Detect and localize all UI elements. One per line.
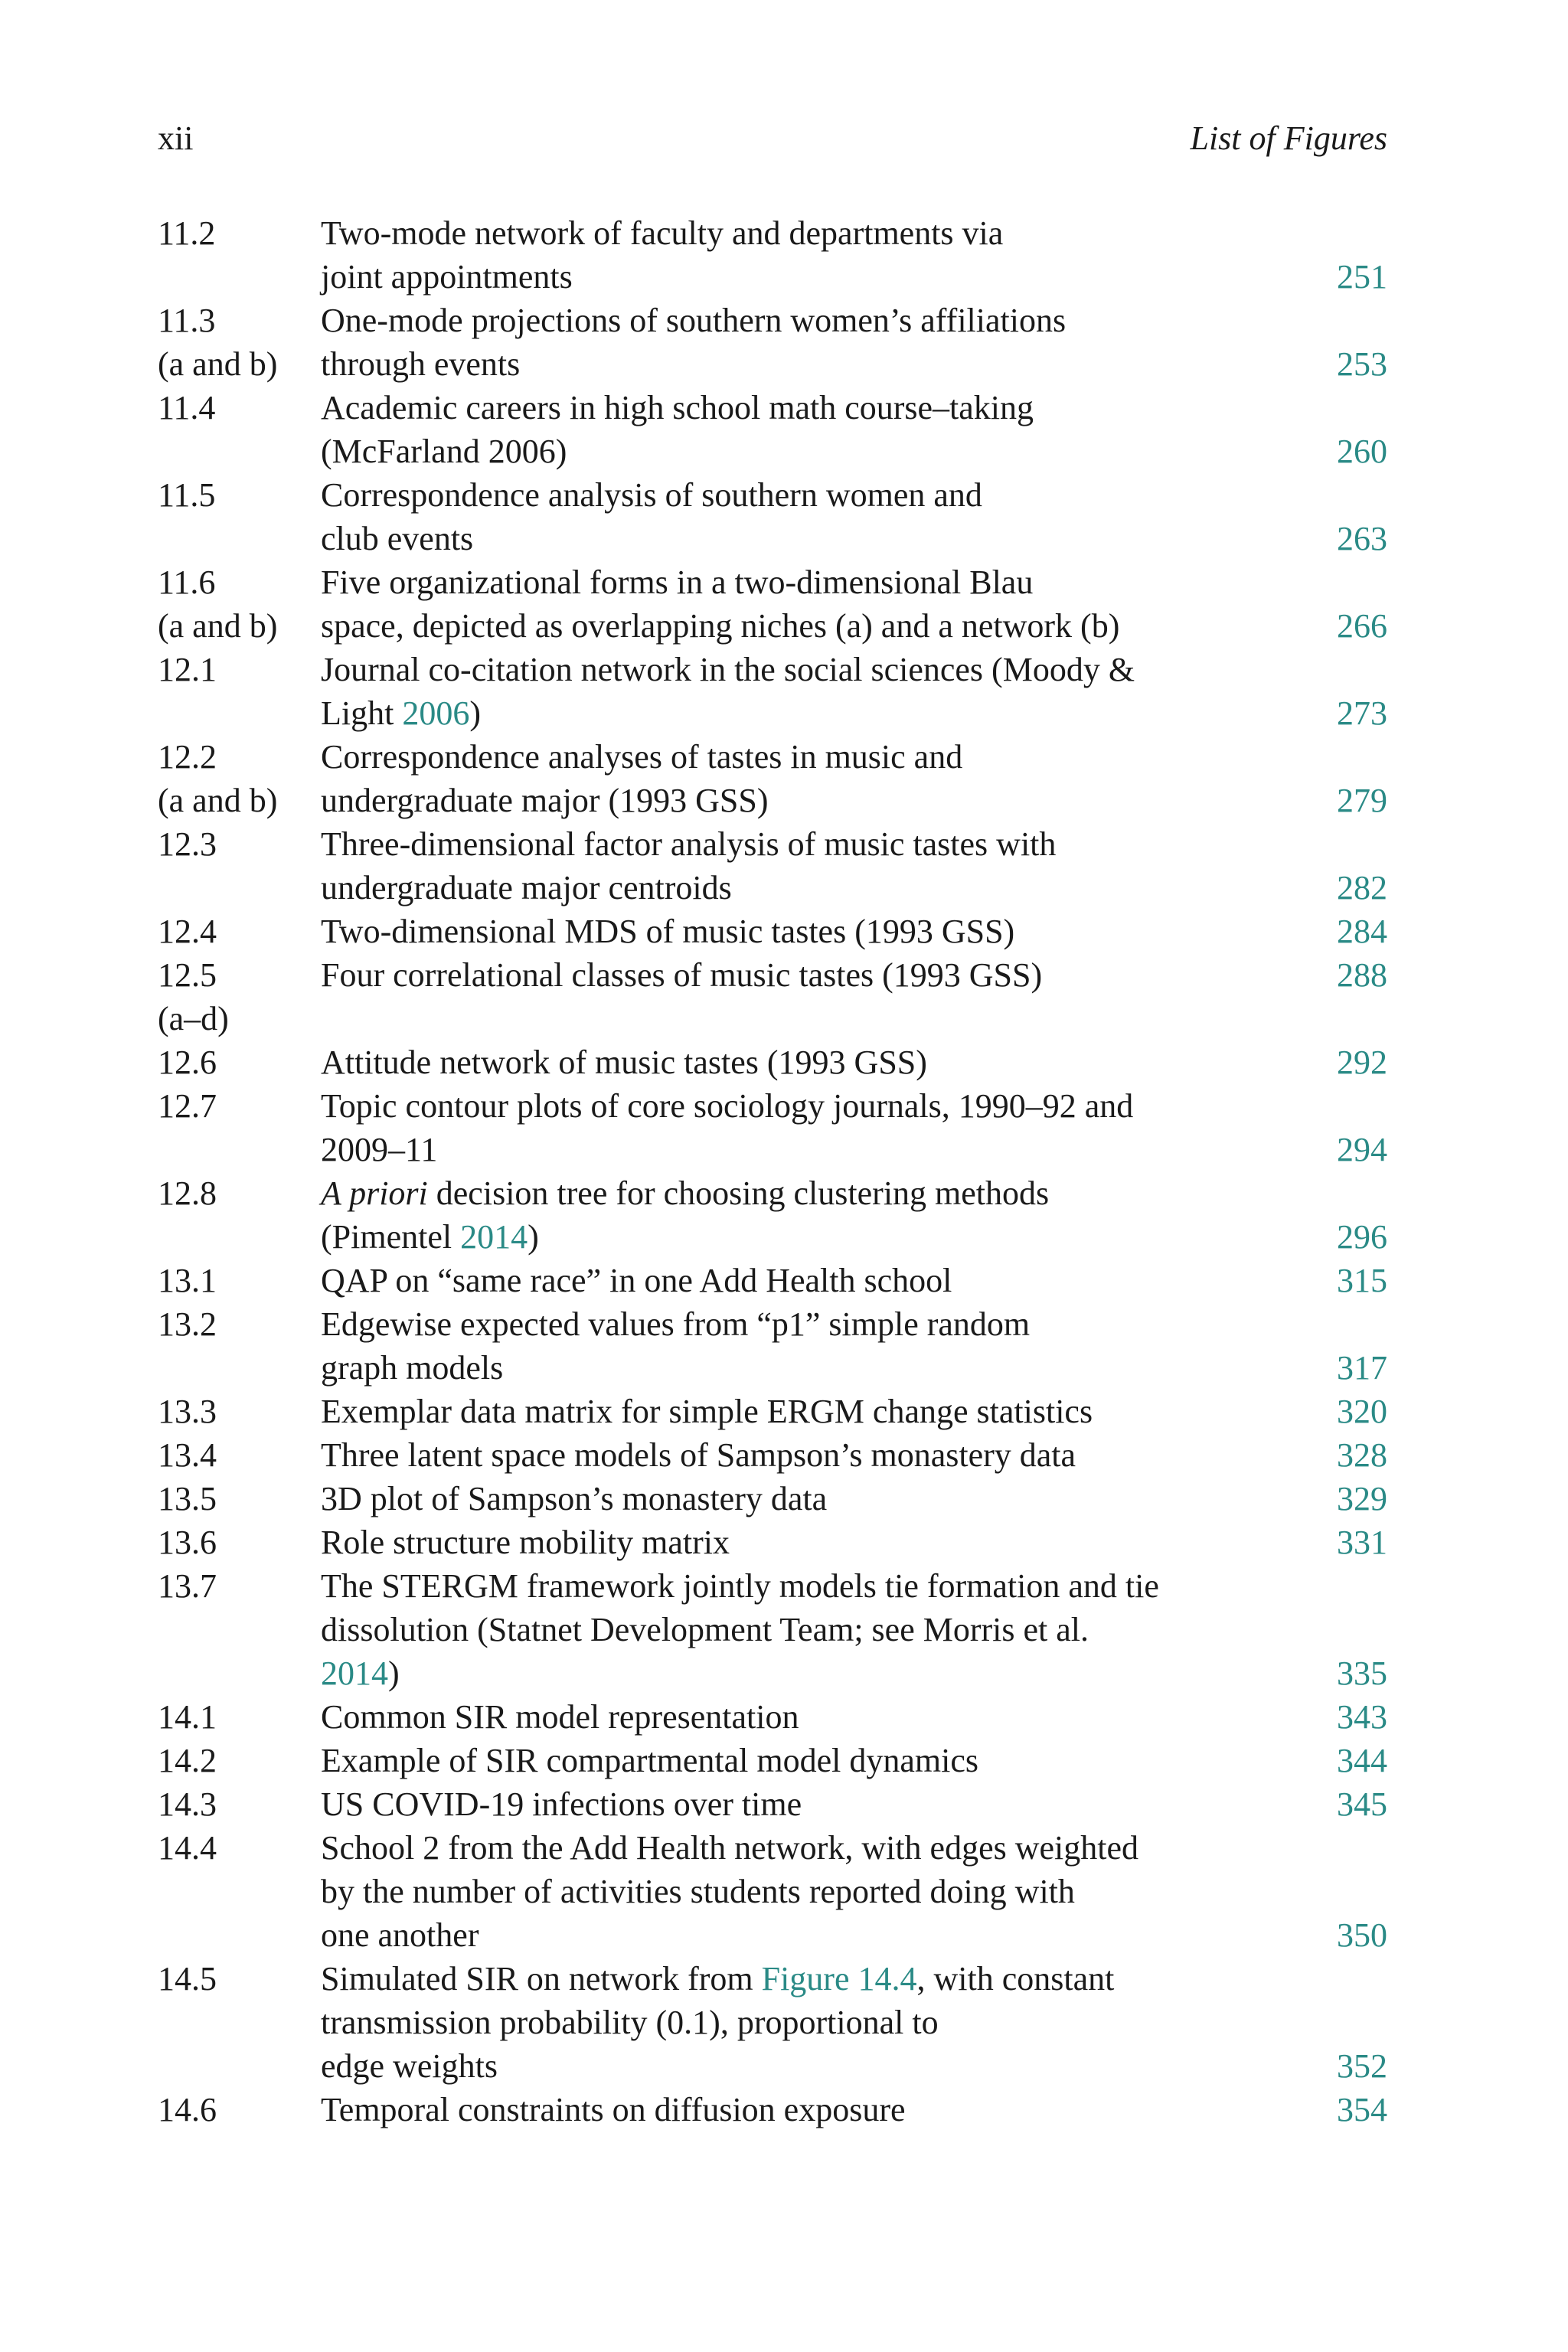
page-number-link[interactable]: 354 [1337, 2091, 1387, 2128]
text-segment: decision tree for choosing clustering methods [427, 1174, 1050, 1212]
figure-number: 12.4 [158, 913, 217, 950]
caption-text [321, 1695, 1311, 1739]
page-number-link[interactable]: 292 [1337, 1044, 1387, 1081]
caption-text [321, 1651, 1311, 1695]
caption-text [321, 255, 1311, 299]
figure-entry [158, 1826, 1387, 1957]
caption-text [321, 866, 1311, 910]
figure-number: 13.7 [158, 1567, 217, 1605]
figure-entry [158, 1302, 1387, 1390]
text-segment: Example of SIR compartmental model dynamics [321, 1742, 979, 1779]
figure-entry [158, 1695, 1387, 1739]
figure-number: 12.2 (a and b) [158, 738, 278, 819]
caption-text [321, 517, 1311, 560]
text-segment: Role structure mobility matrix [321, 1524, 730, 1561]
text-segment: Exemplar data matrix for simple ERGM change statistics [321, 1393, 1093, 1430]
page-number-link[interactable]: 251 [1337, 258, 1387, 296]
caption-text [321, 211, 1387, 255]
caption-line [321, 1302, 1387, 1346]
caption-text [321, 1084, 1387, 1128]
caption-text [321, 604, 1311, 648]
figure-entry [158, 1259, 1387, 1302]
figure-caption [321, 2088, 1387, 2132]
text-segment: dissolution (Statnet Development Team; see Morris et al. [321, 1611, 1089, 1648]
caption-line [321, 648, 1387, 691]
text-segment: US COVID-19 infections over time [321, 1785, 802, 1823]
figure-number: 12.1 [158, 651, 217, 688]
text-segment: Journal co-citation network in the social sciences (Moody & [321, 651, 1135, 688]
caption-text [321, 910, 1311, 953]
caption-line [321, 1521, 1387, 1564]
caption-text [321, 299, 1387, 342]
text-segment: transmission probability (0.1), proportional to [321, 2004, 939, 2041]
page-number-link[interactable]: 284 [1337, 913, 1387, 950]
text-segment: joint appointments [321, 258, 573, 296]
caption-line [321, 386, 1387, 430]
figure-caption [321, 560, 1387, 648]
text-segment: School 2 from the Add Health network, with edges weighted [321, 1829, 1139, 1867]
text-segment: edge weights [321, 2047, 498, 2085]
page-number-link[interactable]: 279 [1337, 782, 1387, 819]
caption-line [321, 1608, 1387, 1651]
caption-text [321, 560, 1387, 604]
caption-line [321, 342, 1387, 386]
caption-text [321, 1259, 1311, 1302]
caption-line [321, 735, 1387, 779]
text-segment: Edgewise expected values from “p1” simple random [321, 1305, 1031, 1343]
figure-caption [321, 1040, 1387, 1084]
page-number-link[interactable]: 253 [1337, 345, 1387, 383]
caption-text [321, 386, 1387, 430]
figure-number: 14.4 [158, 1829, 217, 1867]
caption-line [321, 1477, 1387, 1521]
text-segment: Attitude network of music tastes (1993 GSS) [321, 1044, 927, 1081]
figure-entry [158, 822, 1387, 910]
citation-link[interactable]: 2006 [402, 694, 470, 732]
caption-line [321, 1128, 1387, 1171]
text-segment: Common SIR model representation [321, 1698, 799, 1736]
figure-number: 11.3 (a and b) [158, 302, 278, 383]
caption-line [321, 1782, 1387, 1826]
text-segment: undergraduate major centroids [321, 869, 732, 906]
caption-text [321, 1870, 1387, 1913]
figure-number: 13.6 [158, 1524, 217, 1561]
text-segment: One-mode projections of southern women’s affiliations [321, 302, 1067, 339]
page-number-link[interactable]: 328 [1337, 1436, 1387, 1474]
figure-caption [321, 1433, 1387, 1477]
text-segment: (McFarland 2006) [321, 433, 567, 470]
figure-entry [158, 1171, 1387, 1259]
caption-line [321, 953, 1387, 997]
page-number-link[interactable]: 345 [1337, 1785, 1387, 1823]
caption-text [321, 1128, 1311, 1171]
page-number-link[interactable]: 282 [1337, 869, 1387, 906]
text-segment: The STERGM framework jointly models tie formation and tie [321, 1567, 1159, 1605]
text-segment: through events [321, 345, 521, 383]
figure-entry [158, 953, 1387, 1040]
text-segment: Two-mode network of faculty and departments via [321, 214, 1004, 252]
text-segment: 2009–11 [321, 1131, 438, 1168]
text-segment: Light [321, 694, 403, 732]
caption-line [321, 1957, 1387, 2001]
caption-line [321, 691, 1387, 735]
figure-entry [158, 1433, 1387, 1477]
caption-line [321, 822, 1387, 866]
page-number-link[interactable]: 329 [1337, 1480, 1387, 1517]
figure-number: 11.5 [158, 476, 216, 514]
figure-entry [158, 1957, 1387, 2088]
page-number-link[interactable]: 352 [1337, 2047, 1387, 2085]
page-number-link[interactable]: 335 [1337, 1655, 1387, 1692]
figure-caption [321, 1782, 1387, 1826]
figure-number: 12.7 [158, 1087, 217, 1125]
text-segment: Five organizational forms in a two-dimensional Blau [321, 564, 1034, 601]
page-number-link[interactable]: 273 [1337, 694, 1387, 732]
caption-text [321, 342, 1311, 386]
caption-line [321, 1433, 1387, 1477]
page-number-link[interactable]: 288 [1337, 956, 1387, 994]
figure-entry [158, 910, 1387, 953]
figure-entry [158, 1477, 1387, 1521]
figure-number: 14.6 [158, 2091, 217, 2128]
figure-number: 13.2 [158, 1305, 217, 1343]
caption-line [321, 560, 1387, 604]
caption-text [321, 2001, 1387, 2044]
caption-text [321, 822, 1387, 866]
caption-line [321, 255, 1387, 299]
figure-number: 11.4 [158, 389, 216, 426]
caption-text [321, 1521, 1311, 1564]
caption-text [321, 691, 1311, 735]
caption-text [321, 735, 1387, 779]
figure-caption [321, 1521, 1387, 1564]
text-segment: (Pimentel [321, 1218, 461, 1256]
figure-number: 13.5 [158, 1480, 217, 1517]
page-number-link[interactable]: 260 [1337, 433, 1387, 470]
page-number-link[interactable]: 263 [1337, 520, 1387, 557]
text-segment: Three-dimensional factor analysis of music tastes with [321, 825, 1057, 863]
caption-text [321, 1957, 1387, 2001]
text-segment: , with constant [916, 1960, 1115, 1998]
figure-number: 13.1 [158, 1262, 217, 1299]
figure-number: 11.6 (a and b) [158, 564, 278, 645]
figure-number: 12.5 (a–d) [158, 956, 229, 1037]
running-title: List of Figures [1190, 119, 1387, 157]
figure-number: 11.2 [158, 214, 216, 252]
text-segment: graph models [321, 1349, 504, 1387]
citation-link[interactable]: 2014 [321, 1655, 388, 1692]
citation-link[interactable]: 2014 [460, 1218, 528, 1256]
text-segment: Correspondence analyses of tastes in music and [321, 738, 963, 776]
figure-number: 14.5 [158, 1960, 217, 1998]
caption-text [321, 953, 1311, 997]
figure-number: 13.4 [158, 1436, 217, 1474]
caption-line [321, 430, 1387, 473]
figure-caption [321, 953, 1387, 1040]
figure-caption [321, 1564, 1387, 1695]
text-segment: Three latent space models of Sampson’s monastery data [321, 1436, 1076, 1474]
list-of-figures [158, 211, 1387, 2132]
page-number-link[interactable]: 315 [1337, 1262, 1387, 1299]
figure-entry [158, 1739, 1387, 1782]
italic-text: A priori [321, 1174, 428, 1212]
page-header [158, 119, 1387, 158]
caption-text [321, 1826, 1387, 1870]
figure-number: 12.8 [158, 1174, 217, 1212]
caption-text [321, 1171, 1387, 1215]
figure-number: 12.6 [158, 1044, 217, 1081]
caption-text [321, 1913, 1311, 1957]
caption-line [321, 1826, 1387, 1870]
caption-line [321, 1259, 1387, 1302]
caption-line [321, 1913, 1387, 1957]
figure-number: 14.2 [158, 1742, 217, 1779]
text-segment: Temporal constraints on diffusion exposure [321, 2091, 906, 2128]
caption-line [321, 517, 1387, 560]
page-number-link[interactable]: 317 [1337, 1349, 1387, 1387]
page-number-link[interactable]: 343 [1337, 1698, 1387, 1736]
figure-number: 13.3 [158, 1393, 217, 1430]
figure-entry [158, 473, 1387, 560]
figure-caption [321, 1390, 1387, 1433]
figure-entry [158, 1564, 1387, 1695]
caption-text [321, 1215, 1311, 1259]
caption-line [321, 1739, 1387, 1782]
text-segment: Two-dimensional MDS of music tastes (1993 GSS) [321, 913, 1015, 950]
figure-entry [158, 2088, 1387, 2132]
page-number-link[interactable]: 266 [1337, 607, 1387, 645]
caption-text [321, 1040, 1311, 1084]
caption-text [321, 1302, 1387, 1346]
text-segment: ) [388, 1655, 400, 1692]
figure-caption [321, 386, 1387, 473]
caption-line [321, 1695, 1387, 1739]
figure-entry [158, 648, 1387, 735]
figure-entry [158, 1390, 1387, 1433]
caption-text [321, 779, 1311, 822]
text-segment: Topic contour plots of core sociology journals, 1990–92 and [321, 1087, 1134, 1125]
page-folio: xii [158, 119, 194, 157]
figure-caption [321, 1477, 1387, 1521]
caption-text [321, 2044, 1311, 2088]
figure-caption [321, 473, 1387, 560]
caption-text [321, 1346, 1311, 1390]
caption-line [321, 2001, 1387, 2044]
text-segment: undergraduate major (1993 GSS) [321, 782, 769, 819]
text-segment: Simulated SIR on network from [321, 1960, 762, 1998]
caption-line [321, 473, 1387, 517]
text-segment: 3D plot of Sampson’s monastery data [321, 1480, 828, 1517]
figure-caption [321, 1826, 1387, 1957]
figure-number: 12.3 [158, 825, 217, 863]
figure-entry [158, 1782, 1387, 1826]
page-number-link[interactable]: 294 [1337, 1131, 1387, 1168]
caption-line [321, 910, 1387, 953]
text-segment: space, depicted as overlapping niches (a) and a network (b) [321, 607, 1120, 645]
figure-caption [321, 822, 1387, 910]
caption-line [321, 2044, 1387, 2088]
figure-entry [158, 386, 1387, 473]
caption-line [321, 1040, 1387, 1084]
caption-line [321, 1870, 1387, 1913]
text-segment: one another [321, 1916, 479, 1954]
figure-entry [158, 560, 1387, 648]
text-segment: Correspondence analysis of southern women and [321, 476, 982, 514]
caption-line [321, 1651, 1387, 1695]
caption-text [321, 473, 1387, 517]
caption-line [321, 1390, 1387, 1433]
figure-caption [321, 299, 1387, 386]
figure-caption [321, 211, 1387, 299]
text-segment: club events [321, 520, 474, 557]
page-number-link[interactable]: 331 [1337, 1524, 1387, 1561]
caption-text [321, 1433, 1311, 1477]
caption-text [321, 1739, 1311, 1782]
figure-caption [321, 1739, 1387, 1782]
text-segment: Academic careers in high school math course–taking [321, 389, 1034, 426]
text-segment: Four correlational classes of music tastes (1993 GSS) [321, 956, 1043, 994]
caption-text [321, 1390, 1311, 1433]
figure-caption [321, 1171, 1387, 1259]
figure-caption [321, 1259, 1387, 1302]
figure-caption [321, 1302, 1387, 1390]
caption-text [321, 1564, 1387, 1608]
caption-line [321, 779, 1387, 822]
citation-link[interactable]: Figure 14.4 [761, 1960, 917, 1998]
page-number-link[interactable]: 320 [1337, 1393, 1387, 1430]
figure-entry [158, 1040, 1387, 1084]
figure-caption [321, 1957, 1387, 2088]
caption-line [321, 211, 1387, 255]
page-number-link[interactable]: 296 [1337, 1218, 1387, 1256]
caption-line [321, 1084, 1387, 1128]
figure-number: 14.1 [158, 1698, 217, 1736]
figure-caption [321, 735, 1387, 822]
caption-text [321, 1608, 1387, 1651]
caption-line [321, 2088, 1387, 2132]
caption-text [321, 1782, 1311, 1826]
caption-line [321, 1564, 1387, 1608]
caption-line [321, 604, 1387, 648]
caption-line [321, 299, 1387, 342]
page-number-link[interactable]: 350 [1337, 1916, 1387, 1954]
figure-entry [158, 299, 1387, 386]
text-segment: ) [469, 694, 481, 732]
text-segment: by the number of activities students reported doing with [321, 1873, 1075, 1910]
page-number-link[interactable]: 344 [1337, 1742, 1387, 1779]
figure-entry [158, 211, 1387, 299]
figure-caption [321, 1084, 1387, 1171]
caption-text [321, 648, 1387, 691]
figure-caption [321, 910, 1387, 953]
caption-text [321, 1477, 1311, 1521]
figure-caption [321, 1695, 1387, 1739]
caption-text [321, 2088, 1311, 2132]
figure-entry [158, 735, 1387, 822]
caption-line [321, 1215, 1387, 1259]
text-segment: QAP on “same race” in one Add Health school [321, 1262, 952, 1299]
caption-text [321, 430, 1311, 473]
figure-entry [158, 1084, 1387, 1171]
figure-caption [321, 648, 1387, 735]
caption-line [321, 866, 1387, 910]
caption-line [321, 1346, 1387, 1390]
caption-line [321, 1171, 1387, 1215]
text-segment: ) [528, 1218, 539, 1256]
figure-number: 14.3 [158, 1785, 217, 1823]
figure-entry [158, 1521, 1387, 1564]
